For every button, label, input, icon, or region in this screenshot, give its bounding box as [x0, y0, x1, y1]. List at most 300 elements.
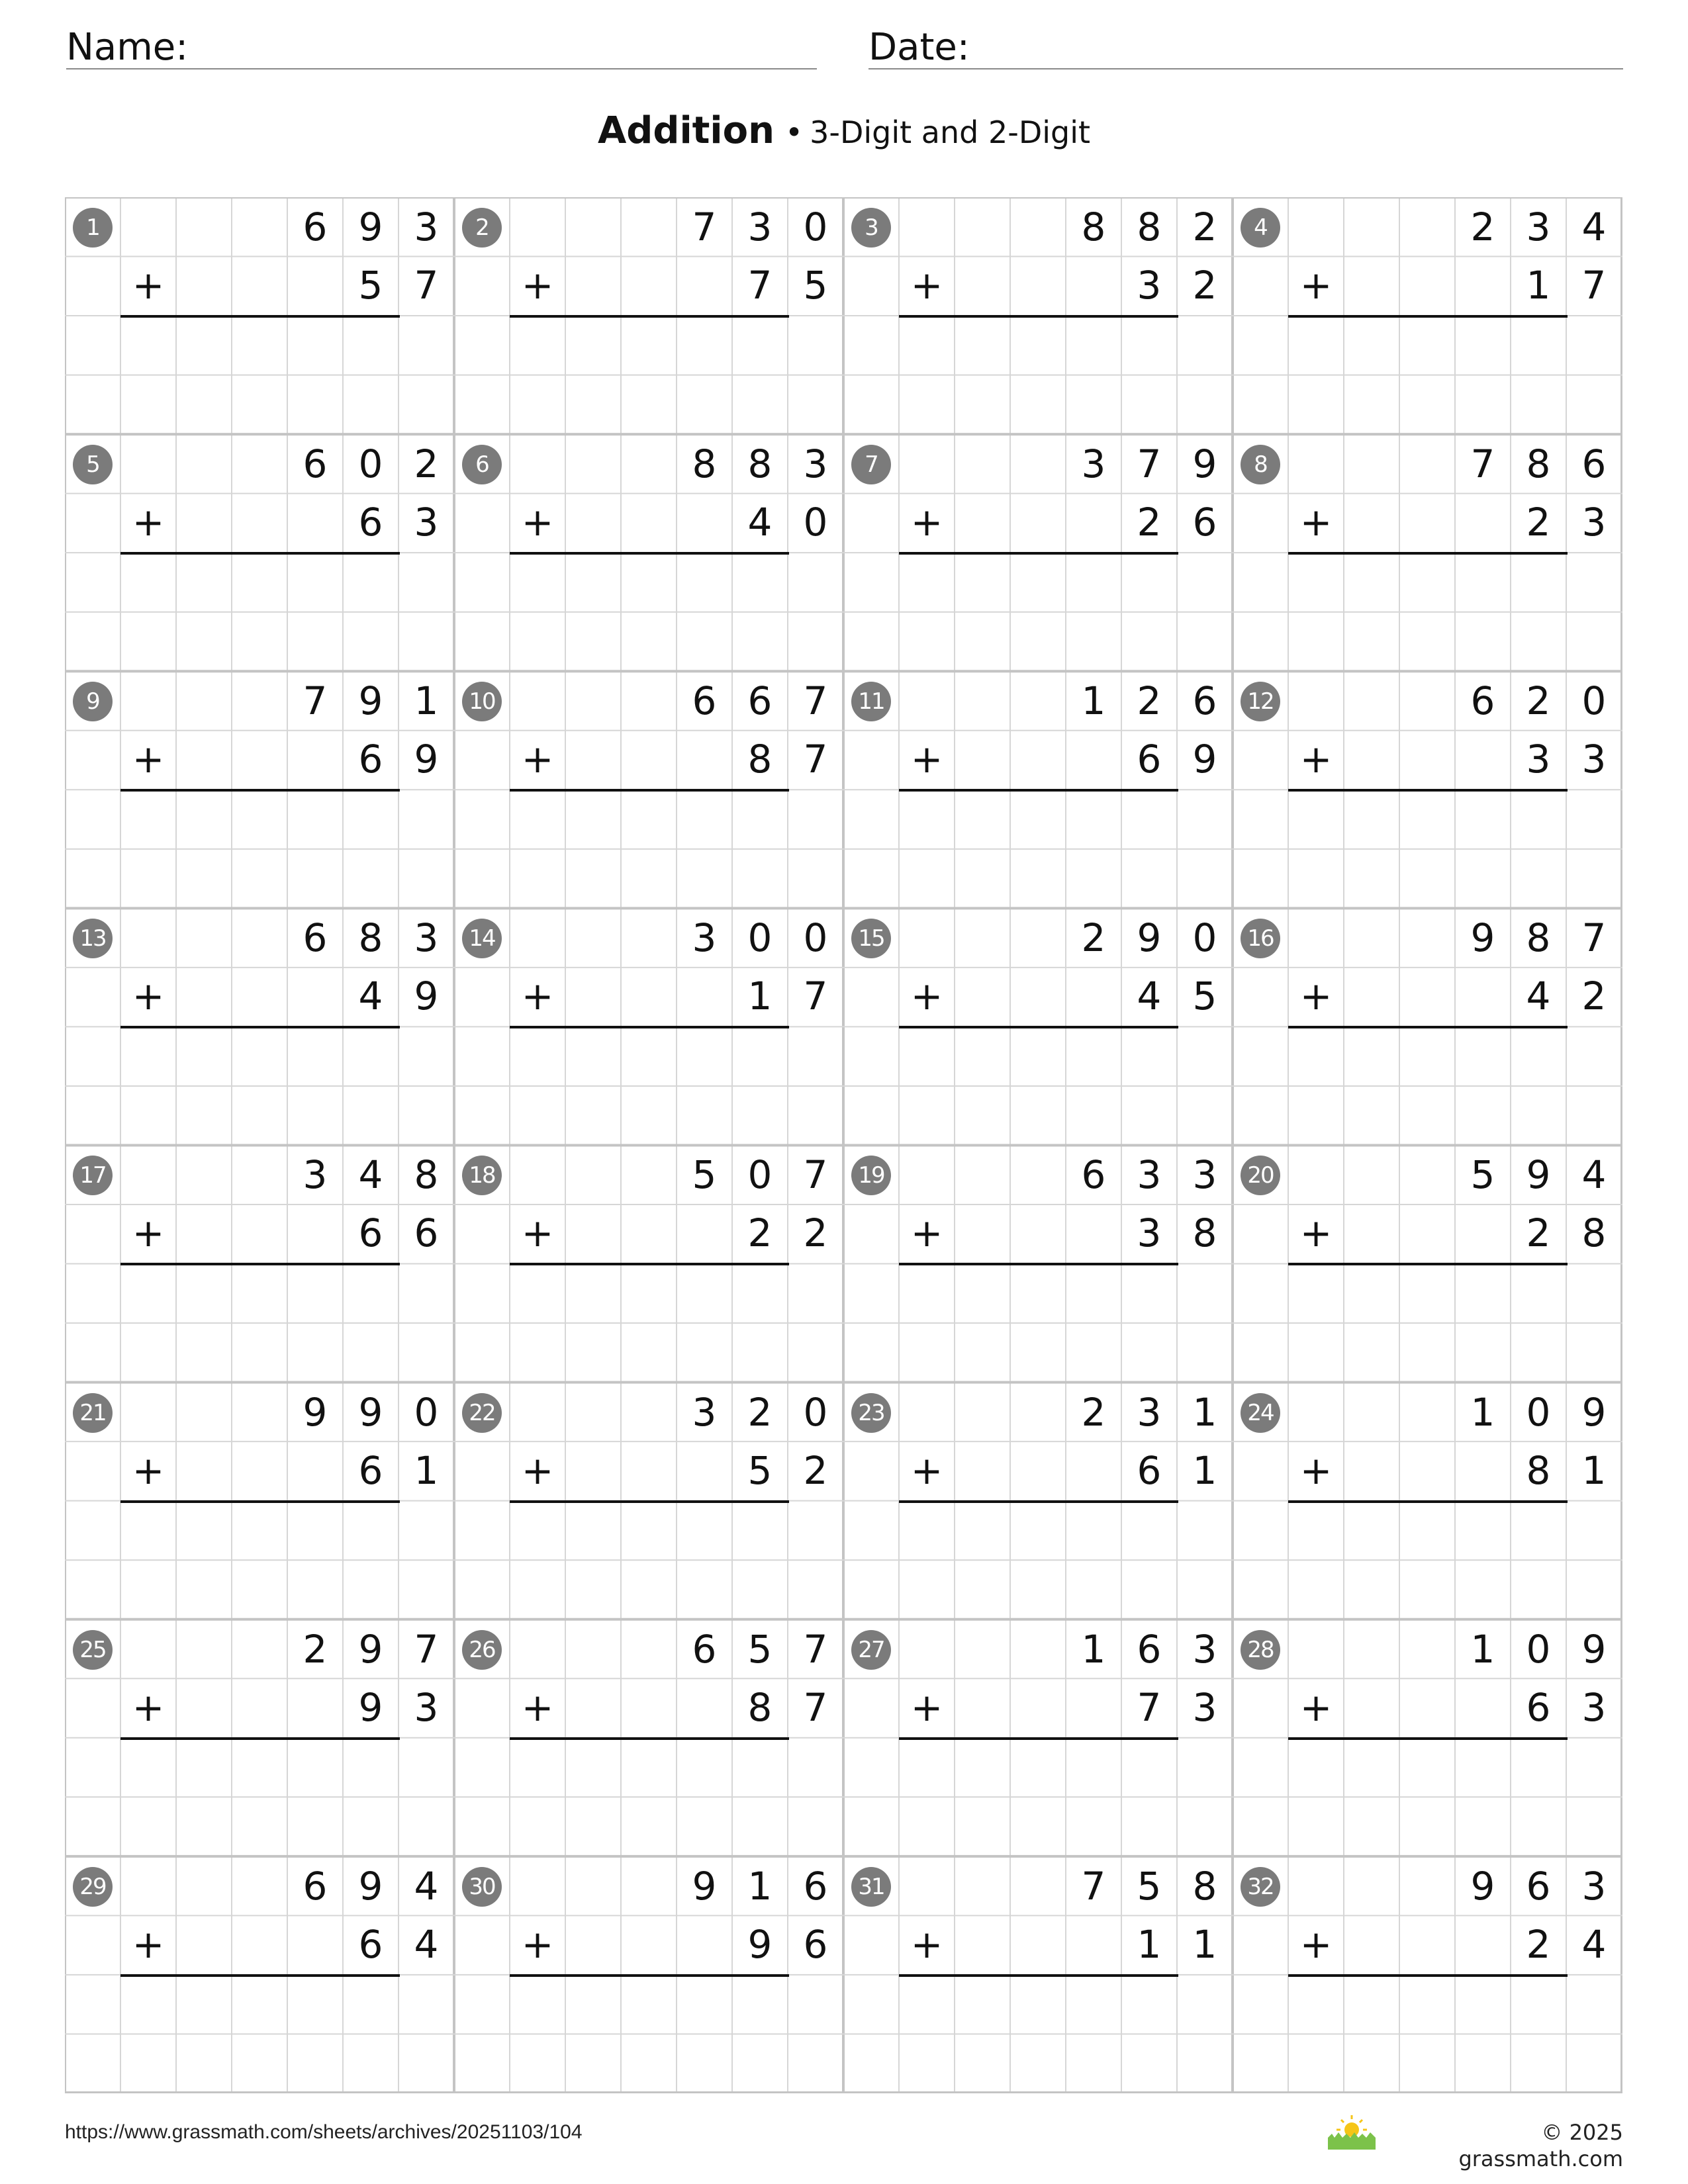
answer-area[interactable] — [1288, 1978, 1622, 2036]
bottom-digit: 2 — [1137, 500, 1162, 545]
answer-line — [120, 1737, 400, 1740]
problem-22 — [454, 1383, 843, 1618]
top-digit: 2 — [1526, 678, 1551, 724]
top-digit: 7 — [803, 678, 828, 724]
plus-operator: + — [910, 1210, 943, 1256]
bottom-digit: 6 — [358, 1210, 383, 1256]
bottom-digit: 7 — [803, 737, 828, 782]
bottom-digit: 4 — [414, 1921, 439, 1967]
top-digit: 3 — [1581, 1863, 1607, 1909]
answer-line — [510, 789, 789, 792]
answer-line — [510, 1026, 789, 1028]
answer-line — [120, 1500, 400, 1503]
top-digit: 4 — [1581, 205, 1607, 250]
plus-operator: + — [910, 263, 943, 308]
answer-area[interactable] — [120, 1504, 454, 1563]
problem-14 — [454, 908, 843, 1144]
answer-area[interactable] — [899, 1267, 1233, 1325]
answer-area[interactable] — [510, 1741, 843, 1799]
problem-number-badge: 6 — [462, 445, 502, 484]
title-main: Addition — [597, 109, 774, 152]
bottom-digit: 6 — [1137, 737, 1162, 782]
top-digit: 6 — [303, 205, 328, 250]
plus-operator: + — [1299, 974, 1333, 1019]
top-digit: 6 — [1526, 1863, 1551, 1909]
sun-icon — [1336, 2115, 1367, 2137]
plus-operator: + — [132, 1447, 165, 1493]
plus-operator: + — [521, 1447, 554, 1493]
footer-url[interactable]: https://www.grassmath.com/sheets/archives/20251103/104 — [65, 2121, 583, 2143]
top-digit: 9 — [358, 1626, 383, 1672]
answer-line — [510, 552, 789, 555]
problem-5 — [65, 434, 454, 670]
problem-15 — [843, 908, 1233, 1144]
grass-sun-logo-icon — [1325, 2111, 1378, 2151]
top-digit: 8 — [1526, 441, 1551, 487]
bottom-digit: 6 — [358, 500, 383, 545]
problem-number-badge: 12 — [1241, 682, 1280, 721]
answer-line — [899, 315, 1178, 318]
bottom-digit: 9 — [747, 1921, 773, 1967]
bottom-digit: 5 — [747, 1447, 773, 1493]
problem-1 — [65, 197, 454, 433]
answer-area[interactable] — [120, 1741, 454, 1799]
plus-operator: + — [521, 500, 554, 545]
bottom-digit: 7 — [1581, 263, 1607, 308]
answer-area[interactable] — [510, 1504, 843, 1563]
problem-number-badge: 32 — [1241, 1867, 1280, 1907]
top-digit: 3 — [1137, 1152, 1162, 1198]
top-digit: 3 — [414, 915, 439, 961]
problem-number-badge: 28 — [1241, 1630, 1280, 1670]
top-digit: 6 — [803, 1863, 828, 1909]
problem-number-badge: 26 — [462, 1630, 502, 1670]
answer-area[interactable] — [1288, 319, 1622, 377]
bottom-digit: 9 — [414, 974, 439, 1019]
problem-number-badge: 22 — [462, 1393, 502, 1433]
answer-area[interactable] — [899, 1741, 1233, 1799]
bottom-digit: 0 — [803, 500, 828, 545]
top-digit: 9 — [303, 1389, 328, 1435]
answer-line — [899, 1974, 1178, 1977]
problem-number-badge: 17 — [73, 1156, 113, 1195]
bottom-digit: 3 — [414, 500, 439, 545]
top-digit: 9 — [1470, 1863, 1495, 1909]
plus-operator: + — [132, 500, 165, 545]
bottom-digit: 6 — [1137, 1447, 1162, 1493]
top-digit: 4 — [358, 1152, 383, 1198]
top-digit: 8 — [1192, 1863, 1217, 1909]
problem-11 — [843, 671, 1233, 907]
bottom-digit: 7 — [414, 263, 439, 308]
answer-line — [510, 1737, 789, 1740]
top-digit: 0 — [803, 915, 828, 961]
top-digit: 8 — [414, 1152, 439, 1198]
bottom-digit: 8 — [1581, 1210, 1607, 1256]
top-digit: 5 — [692, 1152, 717, 1198]
bottom-digit: 1 — [1581, 1447, 1607, 1493]
problem-16 — [1233, 908, 1622, 1144]
top-digit: 8 — [747, 441, 773, 487]
problem-number-badge: 7 — [851, 445, 891, 484]
top-digit: 2 — [414, 441, 439, 487]
answer-line — [1288, 1500, 1568, 1503]
problem-18 — [454, 1145, 843, 1381]
bottom-digit: 3 — [1581, 500, 1607, 545]
answer-area[interactable] — [120, 1030, 454, 1088]
top-digit: 0 — [1526, 1626, 1551, 1672]
plus-operator: + — [132, 1921, 165, 1967]
bottom-digit: 1 — [1192, 1447, 1217, 1493]
top-digit: 9 — [1470, 915, 1495, 961]
answer-area[interactable] — [899, 319, 1233, 377]
problem-23 — [843, 1383, 1233, 1618]
bottom-digit: 3 — [414, 1684, 439, 1730]
top-digit: 1 — [1192, 1389, 1217, 1435]
bottom-digit: 7 — [747, 263, 773, 308]
answer-line — [899, 552, 1178, 555]
answer-area[interactable] — [510, 319, 843, 377]
bottom-digit: 9 — [414, 737, 439, 782]
bottom-digit: 5 — [803, 263, 828, 308]
answer-line — [120, 1263, 400, 1265]
plus-operator: + — [132, 1684, 165, 1730]
problem-25 — [65, 1619, 454, 1855]
plus-operator: + — [910, 500, 943, 545]
top-digit: 6 — [747, 678, 773, 724]
problem-number-badge: 31 — [851, 1867, 891, 1907]
bottom-digit: 6 — [358, 1921, 383, 1967]
bottom-digit: 8 — [1192, 1210, 1217, 1256]
problem-number-badge: 15 — [851, 919, 891, 958]
answer-line — [120, 1026, 400, 1028]
problem-number-badge: 13 — [73, 919, 113, 958]
bottom-digit: 2 — [803, 1447, 828, 1493]
top-digit: 6 — [1081, 1152, 1106, 1198]
plus-operator: + — [132, 974, 165, 1019]
answer-area[interactable] — [1288, 1741, 1622, 1799]
problem-12 — [1233, 671, 1622, 907]
answer-area[interactable] — [120, 1978, 454, 2036]
problem-number-badge: 24 — [1241, 1393, 1280, 1433]
answer-line — [899, 1737, 1178, 1740]
problem-19 — [843, 1145, 1233, 1381]
answer-line — [899, 1500, 1178, 1503]
bottom-digit: 2 — [1526, 1210, 1551, 1256]
top-digit: 8 — [692, 441, 717, 487]
top-digit: 7 — [1581, 915, 1607, 961]
top-digit: 1 — [1470, 1389, 1495, 1435]
plus-operator: + — [1299, 500, 1333, 545]
top-digit: 1 — [1081, 678, 1106, 724]
bottom-digit: 3 — [1581, 737, 1607, 782]
top-digit: 3 — [803, 441, 828, 487]
top-digit: 6 — [692, 1626, 717, 1672]
answer-line — [1288, 1263, 1568, 1265]
bottom-digit: 5 — [358, 263, 383, 308]
plus-operator: + — [910, 1447, 943, 1493]
problem-28 — [1233, 1619, 1622, 1855]
plus-operator: + — [1299, 1921, 1333, 1967]
answer-area[interactable] — [1288, 1030, 1622, 1088]
top-digit: 6 — [692, 678, 717, 724]
bottom-digit: 1 — [1137, 1921, 1162, 1967]
answer-line — [510, 1974, 789, 1977]
bottom-digit: 2 — [803, 1210, 828, 1256]
top-digit: 7 — [303, 678, 328, 724]
problem-27 — [843, 1619, 1233, 1855]
problem-number-badge: 11 — [851, 682, 891, 721]
plus-operator: + — [910, 974, 943, 1019]
top-digit: 2 — [303, 1626, 328, 1672]
top-digit: 2 — [1081, 1389, 1106, 1435]
top-digit: 7 — [1081, 1863, 1106, 1909]
plus-operator: + — [910, 1921, 943, 1967]
bottom-digit: 4 — [747, 500, 773, 545]
problem-number-badge: 23 — [851, 1393, 891, 1433]
plus-operator: + — [521, 263, 554, 308]
answer-line — [899, 1026, 1178, 1028]
plus-operator: + — [1299, 263, 1333, 308]
answer-line — [120, 552, 400, 555]
top-digit: 4 — [1581, 1152, 1607, 1198]
top-digit: 9 — [1581, 1626, 1607, 1672]
answer-area[interactable] — [899, 1030, 1233, 1088]
plus-operator: + — [132, 263, 165, 308]
bottom-digit: 5 — [1192, 974, 1217, 1019]
top-digit: 2 — [747, 1389, 773, 1435]
problem-number-badge: 3 — [851, 208, 891, 248]
answer-area[interactable] — [899, 556, 1233, 614]
answer-area[interactable] — [120, 1267, 454, 1325]
problem-30 — [454, 1856, 843, 2092]
problem-grid — [65, 197, 1622, 2093]
top-digit: 3 — [1192, 1626, 1217, 1672]
answer-area[interactable] — [510, 1267, 843, 1325]
bottom-digit: 4 — [1581, 1921, 1607, 1967]
bottom-digit: 3 — [1137, 263, 1162, 308]
top-digit: 9 — [1137, 915, 1162, 961]
problem-26 — [454, 1619, 843, 1855]
plus-operator: + — [1299, 1684, 1333, 1730]
top-digit: 3 — [692, 915, 717, 961]
problem-20 — [1233, 1145, 1622, 1381]
name-label: Name: — [66, 26, 189, 69]
answer-area[interactable] — [120, 319, 454, 377]
top-digit: 3 — [1137, 1389, 1162, 1435]
problem-17 — [65, 1145, 454, 1381]
problem-number-badge: 2 — [462, 208, 502, 248]
date-field[interactable] — [868, 68, 1623, 69]
answer-area[interactable] — [510, 1030, 843, 1088]
problem-number-badge: 25 — [73, 1630, 113, 1670]
top-digit: 0 — [803, 1389, 828, 1435]
top-digit: 9 — [358, 678, 383, 724]
top-digit: 0 — [747, 915, 773, 961]
bottom-digit: 7 — [803, 1684, 828, 1730]
answer-area[interactable] — [1288, 1267, 1622, 1325]
top-digit: 7 — [803, 1626, 828, 1672]
top-digit: 7 — [692, 205, 717, 250]
name-field[interactable] — [66, 68, 817, 69]
top-digit: 6 — [303, 915, 328, 961]
bottom-digit: 3 — [1192, 1684, 1217, 1730]
answer-line — [510, 1500, 789, 1503]
answer-area[interactable] — [120, 556, 454, 614]
problem-number-badge: 9 — [73, 682, 113, 721]
plus-operator: + — [521, 1210, 554, 1256]
top-digit: 9 — [358, 1863, 383, 1909]
bottom-digit: 4 — [358, 974, 383, 1019]
problem-2 — [454, 197, 843, 433]
plus-operator: + — [521, 1921, 554, 1967]
top-digit: 2 — [1470, 205, 1495, 250]
answer-area[interactable] — [899, 1504, 1233, 1563]
bottom-digit: 4 — [1137, 974, 1162, 1019]
problem-number-badge: 27 — [851, 1630, 891, 1670]
plus-operator: + — [521, 737, 554, 782]
top-digit: 1 — [747, 1863, 773, 1909]
answer-line — [510, 1263, 789, 1265]
problem-number-badge: 16 — [1241, 919, 1280, 958]
bottom-digit: 2 — [747, 1210, 773, 1256]
problem-number-badge: 30 — [462, 1867, 502, 1907]
top-digit: 6 — [303, 1863, 328, 1909]
problem-number-badge: 21 — [73, 1393, 113, 1433]
top-digit: 2 — [1137, 678, 1162, 724]
top-digit: 7 — [803, 1152, 828, 1198]
top-digit: 6 — [1581, 441, 1607, 487]
problem-number-badge: 10 — [462, 682, 502, 721]
answer-line — [1288, 1974, 1568, 1977]
problem-10 — [454, 671, 843, 907]
answer-line — [120, 315, 400, 318]
top-digit: 9 — [1526, 1152, 1551, 1198]
top-digit: 0 — [414, 1389, 439, 1435]
bottom-digit: 4 — [1526, 974, 1551, 1019]
top-digit: 3 — [414, 205, 439, 250]
problem-31 — [843, 1856, 1233, 2092]
top-digit: 1 — [1081, 1626, 1106, 1672]
bottom-digit: 3 — [1137, 1210, 1162, 1256]
worksheet-title — [0, 105, 1688, 159]
top-digit: 8 — [1526, 915, 1551, 961]
answer-area[interactable] — [510, 1978, 843, 2036]
top-digit: 2 — [1192, 205, 1217, 250]
bottom-digit: 6 — [1526, 1684, 1551, 1730]
top-digit: 3 — [747, 205, 773, 250]
top-digit: 5 — [747, 1626, 773, 1672]
answer-line — [510, 315, 789, 318]
answer-area[interactable] — [510, 556, 843, 614]
top-digit: 3 — [303, 1152, 328, 1198]
plus-operator: + — [521, 1684, 554, 1730]
problem-29 — [65, 1856, 454, 2092]
top-digit: 6 — [1192, 678, 1217, 724]
answer-line — [1288, 1737, 1568, 1740]
top-digit: 3 — [1526, 205, 1551, 250]
top-digit: 1 — [1470, 1626, 1495, 1672]
problem-21 — [65, 1383, 454, 1618]
problem-number-badge: 5 — [73, 445, 113, 484]
answer-line — [899, 789, 1178, 792]
top-digit: 2 — [1081, 915, 1106, 961]
answer-area[interactable] — [120, 793, 454, 851]
top-digit: 9 — [358, 1389, 383, 1435]
answer-area[interactable] — [1288, 1504, 1622, 1563]
answer-line — [120, 1974, 400, 1977]
title-separator: • — [784, 114, 804, 150]
title-subtitle: 3-Digit and 2-Digit — [810, 114, 1091, 150]
answer-line — [120, 789, 400, 792]
problem-6 — [454, 434, 843, 670]
problem-9 — [65, 671, 454, 907]
bottom-digit: 1 — [1526, 263, 1551, 308]
bottom-digit: 8 — [747, 737, 773, 782]
top-digit: 9 — [358, 205, 383, 250]
problem-number-badge: 20 — [1241, 1156, 1280, 1195]
bottom-digit: 7 — [803, 974, 828, 1019]
answer-line — [1288, 789, 1568, 792]
top-digit: 5 — [1470, 1152, 1495, 1198]
top-digit: 0 — [803, 205, 828, 250]
problem-number-badge: 18 — [462, 1156, 502, 1195]
plus-operator: + — [1299, 737, 1333, 782]
plus-operator: + — [132, 737, 165, 782]
bottom-digit: 6 — [803, 1921, 828, 1967]
top-digit: 1 — [414, 678, 439, 724]
answer-area[interactable] — [510, 793, 843, 851]
bottom-digit: 2 — [1526, 1921, 1551, 1967]
answer-area[interactable] — [1288, 556, 1622, 614]
answer-area[interactable] — [899, 793, 1233, 851]
bottom-digit: 3 — [1581, 1684, 1607, 1730]
problem-3 — [843, 197, 1233, 433]
bottom-digit: 6 — [358, 1447, 383, 1493]
top-digit: 6 — [303, 441, 328, 487]
bottom-digit: 8 — [747, 1684, 773, 1730]
problem-number-badge: 4 — [1241, 208, 1280, 248]
top-digit: 9 — [692, 1863, 717, 1909]
problem-number-badge: 8 — [1241, 445, 1280, 484]
top-digit: 3 — [692, 1389, 717, 1435]
problem-7 — [843, 434, 1233, 670]
plus-operator: + — [132, 1210, 165, 1256]
problem-number-badge: 14 — [462, 919, 502, 958]
problem-number-badge: 29 — [73, 1867, 113, 1907]
top-digit: 0 — [1526, 1389, 1551, 1435]
answer-area[interactable] — [899, 1978, 1233, 2036]
problem-number-badge: 1 — [73, 208, 113, 248]
top-digit: 0 — [358, 441, 383, 487]
bottom-digit: 2 — [1581, 974, 1607, 1019]
top-digit: 9 — [1192, 441, 1217, 487]
top-digit: 3 — [1192, 1152, 1217, 1198]
plus-operator: + — [521, 974, 554, 1019]
answer-line — [1288, 552, 1568, 555]
top-digit: 7 — [414, 1626, 439, 1672]
top-digit: 7 — [1470, 441, 1495, 487]
problem-4 — [1233, 197, 1622, 433]
bottom-digit: 1 — [747, 974, 773, 1019]
problem-32 — [1233, 1856, 1622, 2092]
top-digit: 5 — [1137, 1863, 1162, 1909]
bottom-digit: 1 — [1192, 1921, 1217, 1967]
top-digit: 9 — [1581, 1389, 1607, 1435]
problem-24 — [1233, 1383, 1622, 1618]
top-digit: 6 — [1137, 1626, 1162, 1672]
answer-area[interactable] — [1288, 793, 1622, 851]
